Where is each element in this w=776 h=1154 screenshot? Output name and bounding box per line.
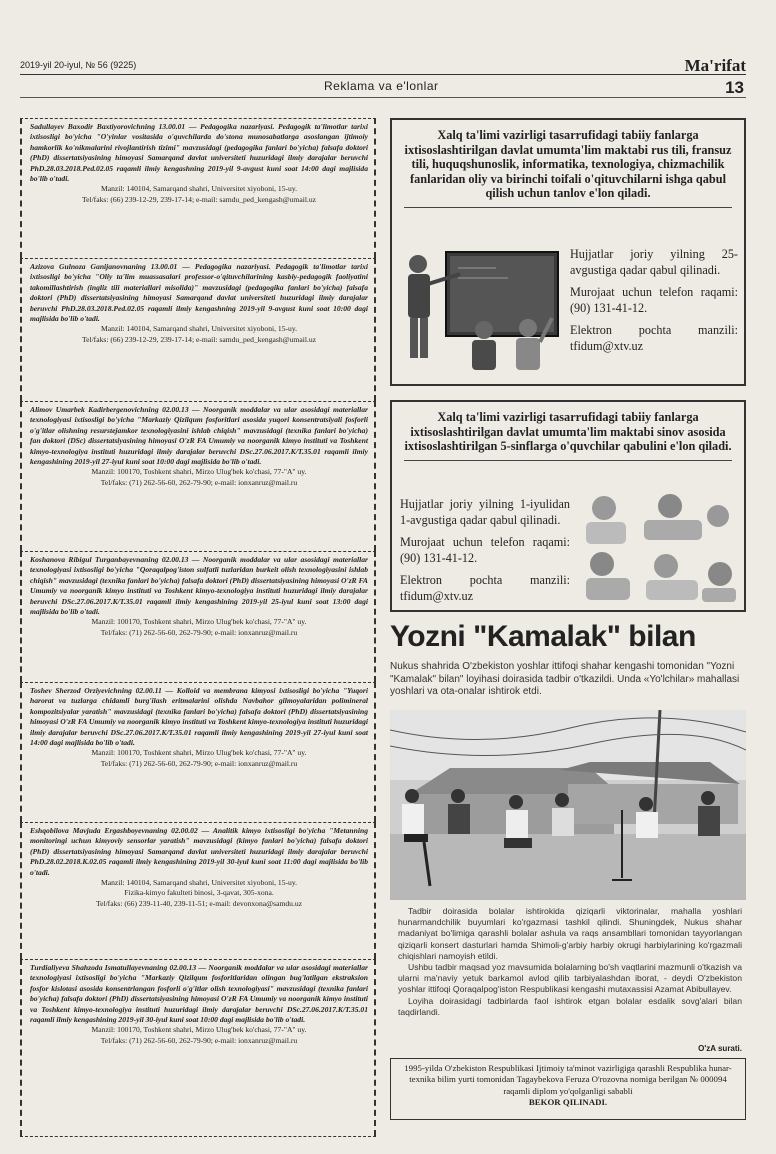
vacancy-email: Elektron pochta manzili: tfidum@xtv.uz [570, 322, 738, 354]
diploma-lost-notice [390, 1058, 746, 1120]
announcement-phone: Tel/faks: (71) 262-56-60, 262-79-90; e-mail: ionxanruz@mail.ru [100, 477, 298, 487]
announcement [20, 118, 376, 258]
vacancy-phone: Murojaat uchun telefon raqami: (90) 131-41-12. [570, 284, 738, 316]
vacancy-ad-title: Xalq ta'limi vazirligi tasarrufidagi tabiiy fanlarga ixtisoslashtirilgan davlat umumta'lim maktabi rus tili, fransuz tili, huquqshunoslik, informatika, texnologiya, chizmachilik fanlaridan oliy va birinchi toifali o'qituvchilarni ishga qabul qilish uchun tanlov e'lon qiladi. [404, 128, 732, 200]
article-paragraph: Tadbir doirasida bolalar ishtirokida qiziqarli viktorinalar, mahalla yoshlari hunarmandchilik buyumlari ko'rgazmasi tashkil qilindi. Shuningdek, Nukus shahar madaniyat bo'limiga qarashli bolalar ashula va raqs ansambllari tomonidan tayyorlangan qiziqarli konsert dasturlari hamda Shimoli-g'arbiy harbiy okrugi harbiylarining ko'rgazmali chiqishlari namoyish etildi. [398, 906, 742, 961]
announcement-phone: Tel/faks: (71) 262-56-60, 262-79-90; e-mail: ionxanruz@mail.ru [100, 1035, 298, 1045]
admission-phone: Murojaat uchun telefon raqami: (90) 131-41-12. [400, 534, 570, 566]
right-column [390, 118, 746, 1148]
section-title: Reklama va e'lonlar [324, 79, 439, 93]
column-bottom-rule [20, 1136, 376, 1137]
announcement-phone: Tel/faks: (71) 262-56-60, 262-79-90; e-mail: ionxanruz@mail.ru [100, 758, 298, 768]
article-lead: Nukus shahrida O'zbekiston yoshlar ittifoqi shahar kengashi tomonidan "Yozni "Kamalak" bilan" loyihasi doirasida tadbir o'tkazildi. Unda «Yo'lchilar» mahallasi yoshlari va ota-onalar ishtirok etdi. [390, 661, 740, 698]
divider [404, 207, 732, 208]
article-body [398, 906, 742, 1018]
vacancy-ad-details [570, 246, 738, 359]
concert-photo [390, 710, 746, 900]
announcement-address: Manzil: 100170, Toshkent shahri, Mirzo Ulug'bek ko'chasi, 77-"A" uy. [91, 748, 307, 758]
announcement-text: Koshanova Ribigul Turganbayevnaning 02.00.13 — Noorganik moddalar va ular asosidagi materiallar texnologiyasi ixtisosligi bo'yicha "Qoraqalpog'iston sulfatli tuzlaridan burkeit olish texnologiyasini ishlab chiqish" mavzusidagi (texnika fanlari bo'yicha) falsafa doktori (PhD) dissertatsiyasining himoyasi O'zR FA Umumiy va noorganik kimyo instituti va Toshkent kimyo-texnologiya instituti huzuridagi ilmiy darajalar beruvchi DSc.27.06.2017.K/T.35.01 raqamli ilmiy kengashining 2019-yil 25-iyul kuni soat 13:00 dagi majlisida bo'lib o'tadi. [30, 555, 368, 617]
vacancy-deadline: Hujjatlar joriy yilning 25-avgustiga qadar qabul qilinadi. [570, 247, 738, 278]
announcement-address: Manzil: 140104, Samarqand shahri, Universitet xiyoboni, 15-uy. [100, 184, 298, 194]
announcement-address: Manzil: 100170, Toshkent shahri, Mirzo Ulug'bek ko'chasi, 77-"A" uy. [91, 1025, 307, 1035]
newspaper-brand: Ma'rifat [684, 56, 746, 75]
teacher-vacancy-ad [390, 118, 746, 386]
announcement [20, 258, 376, 401]
announcement-address: Manzil: 100170, Toshkent shahri, Mirzo Ulug'bek ko'chasi, 77-"A" uy. [91, 467, 307, 477]
announcement [20, 959, 376, 1136]
admission-deadline: Hujjatlar joriy yilning 1-iyulidan 1-avgustiga qadar qabul qilinadi. [400, 497, 570, 528]
divider [404, 460, 732, 461]
article-paragraph: Loyiha doirasidagi tadbirlarda faol ishtirok etgan bolalar esdalik sovg'alari bilan taqdirlandi. [398, 995, 742, 1017]
announcement [20, 822, 376, 959]
announcement-address: Manzil: 140104, Samarqand shahri, Universitet xiyoboni, 15-uy. [100, 324, 298, 334]
announcement-phone: Tel/faks: (71) 262-56-60, 262-79-90; e-mail: ionxanruz@mail.ru [100, 627, 298, 637]
teacher-blackboard-illustration [398, 244, 566, 382]
page-header [20, 56, 746, 100]
announcement-address: Manzil: 140104, Samarqand shahri, Universitet xiyoboni, 15-uy. [100, 878, 298, 888]
announcement-phone: Tel/faks: (66) 239-11-40, 239-11-51; e-mail: devonxona@samdu.uz [95, 898, 303, 908]
header-rule-bottom [20, 97, 746, 98]
announcement-text: Alimov Umarbek Kadirbergenovichning 02.00.13 — Noorganik moddalar va ular asosidagi materiallar texnologiyasi ixtisosligi bo'yicha "Markaziy Qizilqum fosforitlari asosida yuqori konsentratsiyali fosforli o'g'itlar olishning resurstejamkor texnologiyasini ishlab chiqish" mavzusidagi (texnika fanlari bo'yicha) fan doktori (DSc) dissertatsiyasining himoyasi O'zR FA Umumiy va noorganik kimyo instituti va Toshkent kimyo-texnologiya instituti huzuridagi ilmiy darajalar beruvchi DSc.27.06.2017.K/T.35.01 raqamli ilmiy kengashining 2019-yil 27-iyul kuni soat 10:00 dagi majlisida bo'lib o'tadi. [30, 405, 368, 467]
notice-text: 1995-yilda O'zbekiston Respublikasi Ijtimoiy ta'minot vazirligiga qarashli Respublika hunar-texnika bilim yurti tomonidan Tagaybekova Feruza O'rozovna nomiga berilgan № 000094 raqamli diplom yo'qolganligi sababli [404, 1063, 732, 1096]
admission-ad-details [400, 496, 570, 609]
announcement-text: Sadullayev Baxodir Baxtiyorovichning 13.00.01 — Pedagogika nazariyasi. Pedagogik ta'limotlar tarixi ixtisosligi bo'yicha "O'yinlar vositasida o'quvchilarda do'stona munosabatlarga asoslangan ijtimoiy hamkorlik ko'nikmalarini rivojlantirish tizimi" mavzusidagi (pedagogika fanlari bo'yicha) falsafa doktori (PhD) dissertatsiyasining himoyasi Samarqand davlat universiteti huzuridagi ilmiy darajalar beruvchi PhD.28.03.2018.Ped.02.05 raqamli ilmiy kengashning 2019-yil 9-avgust kuni soat 14:00 dagi majlisida bo'lib o'tadi. [30, 122, 368, 184]
page-number: 13 [725, 78, 744, 97]
announcement-address: Manzil: 100170, Toshkent shahri, Mirzo Ulug'bek ko'chasi, 77-"A" uy. [91, 617, 307, 627]
student-admission-ad [390, 400, 746, 612]
admission-ad-title: Xalq ta'limi vazirligi tasarrufidagi tabiiy fanlarga ixtisoslashtirilgan davlat umumta'lim maktabi sinov asosida ixtisoslashtirilgan 5-sinflarga o'quvchilar qabulini e'lon qiladi. [404, 410, 732, 453]
announcement [20, 551, 376, 682]
admission-email: Elektron pochta manzili: tfidum@xtv.uz [400, 572, 570, 604]
header-rule [20, 74, 746, 75]
announcement-phone: Tel/faks: (66) 239-12-29, 239-17-14; e-mail: samdu_ped_kengash@umail.uz [81, 334, 316, 344]
announcement [20, 401, 376, 551]
defense-announcements-column [20, 118, 376, 1144]
photo-credit: O'zA surati. [698, 1044, 742, 1053]
article-paragraph: Ushbu tadbir maqsad yoz mavsumida bolalarning bo'sh vaqtlarini mazmunli o'tkazish va ularni ma'naviy yetuk barkamol avlod qilib tarbiyalashdan iborat, - deydi O'zbekiston yoshlar ittifoqi Qoraqalpog'iston Respublikasi kengashi mutaxassisi Azamat Abibullayev. [398, 962, 742, 995]
announcement-text: Eshqobilova Mavjuda Ergashboyevnaning 02.00.02 — Analitik kimyo ixtisosligi bo'yicha "Metanning monitoringi uchun kimyoviy sensorlar yaratish" mavzusidagi (kimyo fanlari bo'yicha) falsafa doktori (PhD) dissertatsiyasining himoyasi Samarqand davlat universiteti huzuridagi ilmiy darajalar beruvchi PhD.28.02.2018.K.02.05 raqamli ilmiy kengashining 2019-yil 30-iyul kuni soat 11:00 dagi majlisida bo'lib o'tadi. [30, 826, 368, 877]
announcement-building: Fizika-kimyo fakulteti binosi, 3-qavat, 305-xona. [124, 888, 274, 898]
announcement-phone: Tel/faks: (66) 239-12-29, 239-17-14; e-mail: samdu_ped_kengash@umail.uz [81, 194, 316, 204]
announcement [20, 682, 376, 822]
article-headline: Yozni "Kamalak" bilan [390, 620, 696, 653]
announcement-text: Toshev Sherzod Orziyevichning 02.00.11 — Kolloid va membrana kimyosi ixtisosligi bo'yicha "Yuqori harorat va tuzlarga chidamli burg'ilash eritmalarini olishda Navbahor gilmoyalaridan polimineral kompozitsiyalar yaratish" mavzusidagi (texnika fanlari bo'yicha) falsafa doktori (PhD) dissertatsiyasining himoyasi O'zR FA Umumiy va noorganik kimyo instituti va Toshkent kimyo-texnologiya instituti huzuridagi ilmiy darajalar beruvchi DSc.27.06.2017.K/T.35.01 raqamli ilmiy kengashining 2019-yil 27-iyul kuni soat 14:00 dagi majlisida bo'lib o'tadi. [30, 686, 368, 748]
notice-cancelled: BEKOR QILINADI. [528, 1097, 608, 1108]
announcement-text: Turdialiyeva Shahzoda Ismatullayevnaning 02.00.13 — Noorganik moddalar va ular asosidagi materiallar texnologiyasi ixtisosligi bo'yicha "Markaziy Qizilqum fosforitlaridan olingan bug'latilgan ekstraksion fosfor kislotasi asosida konsentrlangan fosforli o'g'itlar olish texnologiyasi" mavzusidagi (texnika fanlari bo'yicha) falsafa doktori (PhD) dissertatsiyasining himoyasi O'zR FA Umumiy va noorganik kimyo instituti va Toshkent kimyo-texnologiya instituti huzuridagi ilmiy darajalar beruvchi DSc.27.06.2017.K/T.35.01 raqamli ilmiy kengashining 2019-yil 30-iyul kuni soat 10:00 dagi majlisida bo'lib o'tadi. [30, 963, 368, 1025]
announcement-text: Azizova Gulnoza Ganijanovnaning 13.00.01 — Pedagogika nazariyasi. Pedagogik ta'limotlar tarixi ixtisosligi bo'yicha "Oliy ta'lim muassasalari professor-o'qituvchilarining kasbiy-pedagogik faoliyatini takomillashtirish (ingliz tili materiallari misolida)" mavzusidagi (pedagogika fanlari bo'yicha) falsafa doktori (PhD) dissertatsiyasining himoyasi Samarqand davlat universiteti huzuridagi ilmiy darajalar beruvchi PhD.28.03.2018.Ped.02.05 raqamli ilmiy kengashning 2019-yil 9-avgust kuni soat 10:00 dagi majlisida bo'lib o'tadi. [30, 262, 368, 324]
issue-date: 2019-yil 20-iyul, № 56 (9225) [20, 60, 137, 70]
children-studying-illustration [574, 490, 740, 606]
